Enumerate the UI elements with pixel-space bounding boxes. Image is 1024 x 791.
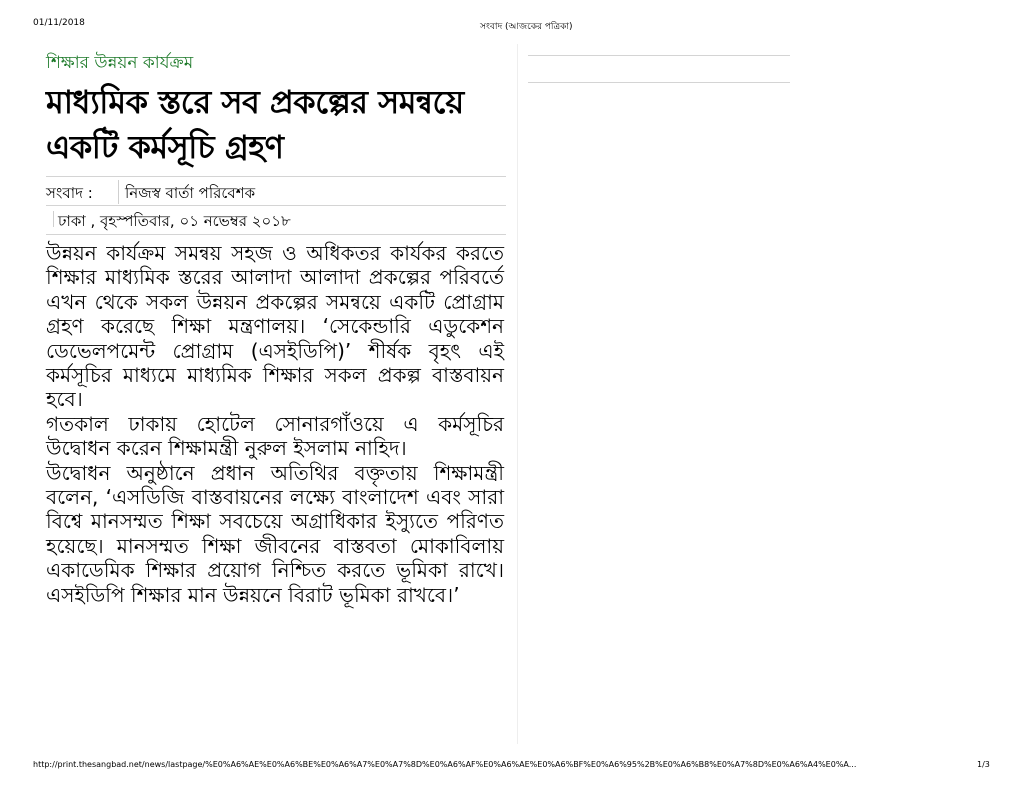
column-divider (517, 44, 518, 744)
sidebar-top-rule (528, 55, 790, 56)
article-paragraph: উদ্বোধন অনুষ্ঠানে প্রধান অতিথির বক্তৃতায় শিক্ষামন্ত্রী বলেন, ‘এসডিজি বাস্তবায়নের লক্ষ্যে বাংলাদেশ এবং সারা বিশ্বে মানসম্মত শিক্ষা সবচেয়ে অগ্রাধিকার ইস্যুতে পরিণত হয়েছে। মানসম্মত শিক্ষা জীবনের বাস্তবতা মোকাবিলায় একাডেমিক শিক্ষার প্রয়োগ নিশ্চিত করতে ভূমিকা রাখে। এসইডিপি শিক্ষার মান উন্নয়নে বিরাট ভূমিকা রাখবে।’ (46, 460, 504, 607)
meta-top-divider (46, 176, 506, 177)
source-label: সংবাদ : (46, 184, 93, 202)
print-url: http://print.thesangbad.net/news/lastpage/%E0%A6%AE%E0%A6%BE%E0%A6%A7%E0%A7%8D%E0%A6%AF%E0%A6%AE%E0%A6%BF%E0%A6%95%2B%E0%A6%B8%E0%A7%8D%E0%A6%A4%E0%A... (33, 760, 857, 769)
page-number: 1/3 (977, 760, 990, 769)
article-body (46, 241, 504, 607)
reporter-name: নিজস্ব বার্তা পরিবেশক (125, 184, 256, 202)
sidebar-bottom-rule (528, 82, 790, 83)
dateline: ঢাকা , বৃহস্পতিবার, ০১ নভেম্বর ২০১৮ (58, 212, 291, 230)
meta-bottom-divider (46, 234, 506, 235)
article-headline: মাধ্যমিক স্তরে সব প্রকল্পের সমন্বয়ে একটি কর্মসূচি গ্রহণ (46, 83, 464, 166)
meta-divider (118, 180, 119, 204)
article-paragraph: গতকাল ঢাকায় হোটেল সোনারগাঁওয়ে এ কর্মসূচির উদ্বোধন করেন শিক্ষামন্ত্রী নুরুল ইসলাম নাহিদ। (46, 411, 504, 461)
dateline-divider (53, 211, 54, 227)
print-date: 01/11/2018 (33, 18, 85, 28)
article-paragraph: উন্নয়ন কার্যক্রম সমন্বয় সহজ ও অধিকতর কার্যকর করতে শিক্ষার মাধ্যমিক স্তরের আলাদা আলাদা প্রকল্পের পরিবর্তে এখন থেকে সকল উন্নয়ন প্রকল্পের সমন্বয়ে একটি প্রোগ্রাম গ্রহণ করেছে শিক্ষা মন্ত্রণালয়। ‘সেকেন্ডারি এডুকেশন ডেভেলপমেন্ট প্রোগ্রাম (এসইডিপি)’ শীর্ষক বৃহৎ এই কর্মসূচির মাধ্যমে মাধ্যমিক শিক্ষার সকল প্রকল্প বাস্তবায়ন হবে। (46, 241, 504, 412)
article-kicker: শিক্ষার উন্নয়ন কার্যক্রম (46, 53, 194, 73)
newspaper-title: সংবাদ (আজকের পত্রিকা) (480, 22, 573, 32)
meta-middle-divider (46, 205, 506, 206)
